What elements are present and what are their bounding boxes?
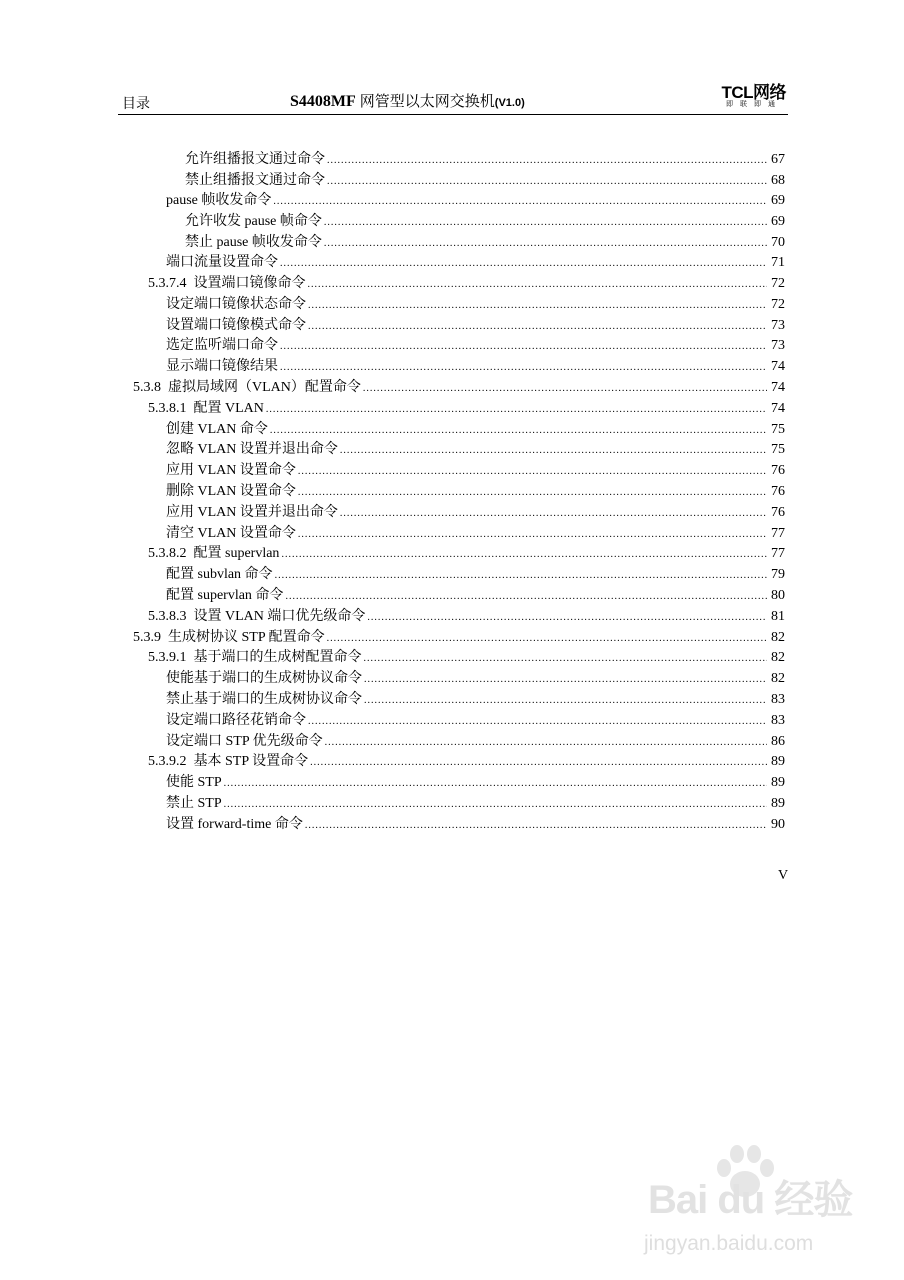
toc-entry[interactable]: 5.3.9 生成树协议 STP 配置命令 ..... 82 [133, 628, 785, 648]
logo-main-text: TCL网络 [721, 83, 786, 102]
toc-entry[interactable]: 允许收发 pause 帧命令 ..... 69 [185, 212, 785, 232]
toc-entry[interactable]: 删除 VLAN 设置命令 ..... 76 [166, 482, 785, 502]
tcl-logo [686, 78, 786, 108]
toc-entry[interactable]: 5.3.9.1 基于端口的生成树配置命令 ..... 82 [148, 648, 785, 668]
toc-entry[interactable]: 创建 VLAN 命令 ..... 75 [166, 420, 785, 440]
toc-entry[interactable]: 设定端口路径花销命令 ..... 83 [166, 711, 785, 731]
toc-entry[interactable]: 应用 VLAN 设置命令 ..... 76 [166, 461, 785, 481]
header-model: S4408MF [290, 93, 356, 110]
page-number: V [778, 868, 789, 883]
toc-entry[interactable]: 选定监听端口命令 ..... 73 [166, 336, 785, 356]
toc-entry[interactable]: 端口流量设置命令 ..... 71 [166, 253, 785, 273]
toc-entry[interactable]: 使能基于端口的生成树协议命令 ..... 82 [166, 669, 785, 689]
toc-entry[interactable]: 允许组播报文通过命令 ..... 67 [185, 150, 785, 170]
toc-entry[interactable]: 5.3.7.4 设置端口镜像命令 ..... 72 [148, 274, 785, 294]
toc-entry[interactable]: 显示端口镜像结果 ..... 74 [166, 357, 785, 377]
page-header [118, 74, 788, 115]
toc-entry[interactable]: 5.3.9.2 基本 STP 设置命令 ..... 89 [148, 752, 785, 772]
toc-entry[interactable]: 禁止组播报文通过命令 ..... 68 [185, 171, 785, 191]
toc-entry[interactable]: 设定端口镜像状态命令 ..... 72 [166, 295, 785, 315]
toc-entry[interactable]: 使能 STP ..... 89 [166, 773, 785, 793]
toc-entry[interactable]: 设置 forward-time 命令 ..... 90 [166, 815, 785, 835]
toc-entry[interactable]: 5.3.8.2 配置 supervlan ..... 77 [148, 544, 785, 564]
watermark-url: jingyan.baidu.com [644, 1232, 814, 1255]
header-product-name: 网管型以太网交换机 [359, 92, 495, 110]
header-version: (V1.0) [494, 97, 525, 109]
toc-entry[interactable]: 忽略 VLAN 设置并退出命令 ..... 75 [166, 440, 785, 460]
baidu-watermark [640, 1140, 853, 1270]
toc-entry[interactable]: 5.3.8.1 配置 VLAN ..... 74 [148, 399, 785, 419]
toc-entry[interactable]: 应用 VLAN 设置并退出命令 ..... 76 [166, 503, 785, 523]
toc-entry[interactable]: 5.3.8 虚拟局域网（VLAN）配置命令 ..... 74 [133, 378, 785, 398]
header-section-label: 目录 [122, 97, 150, 112]
toc-entry[interactable]: 配置 subvlan 命令 ..... 79 [166, 565, 785, 585]
toc-entry[interactable]: 配置 supervlan 命令 ..... 80 [166, 586, 785, 606]
toc-entry[interactable]: pause 帧收发命令 ..... 69 [166, 191, 785, 211]
watermark-logo: Bai du 经验 [648, 1178, 853, 1222]
toc-entry[interactable]: 禁止 pause 帧收发命令 ..... 70 [185, 233, 785, 253]
logo-slogan: 即联即通 [726, 100, 782, 108]
toc-entry[interactable]: 禁止 STP ..... 89 [166, 794, 785, 814]
toc-entry[interactable]: 禁止基于端口的生成树协议命令 ..... 83 [166, 690, 785, 710]
toc-entry[interactable]: 5.3.8.3 设置 VLAN 端口优先级命令 ..... 81 [148, 607, 785, 627]
header-title [290, 90, 525, 111]
toc-entry[interactable]: 设定端口 STP 优先级命令 ..... 86 [166, 732, 785, 752]
toc-entry[interactable]: 清空 VLAN 设置命令 ..... 77 [166, 524, 785, 544]
toc-entry[interactable]: 设置端口镜像模式命令 ..... 73 [166, 316, 785, 336]
